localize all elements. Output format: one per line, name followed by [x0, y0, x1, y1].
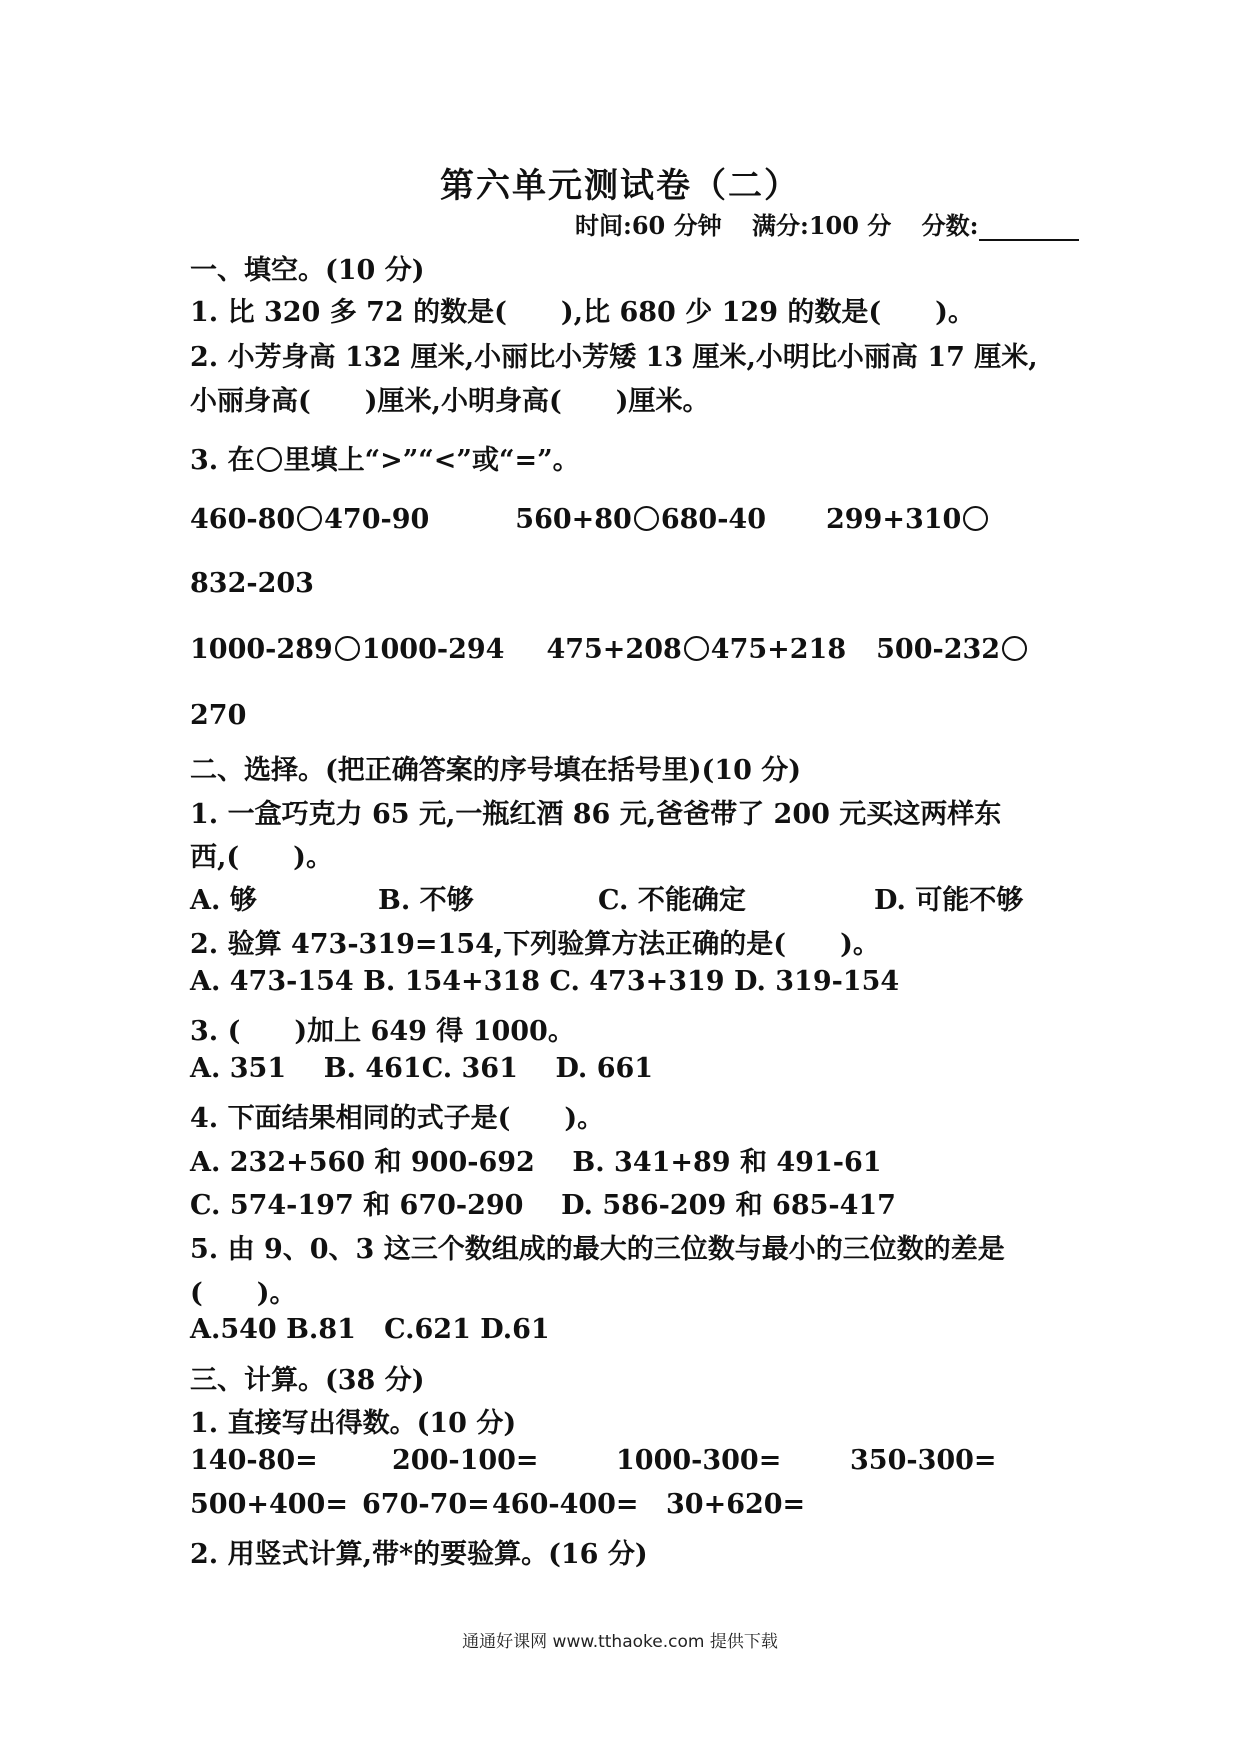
compare-circle-icon: [297, 506, 322, 531]
s2-question-1-line-2: 西,( )。: [190, 842, 333, 873]
s3-question-2: 2. 用竖式计算,带*的要验算。(16 分): [190, 1539, 648, 1570]
compare-expr: 299+310: [825, 504, 962, 535]
compare-expr: 475+208: [546, 634, 682, 665]
score-blank: [979, 219, 1079, 241]
s2-question-2-options: A. 473-154 B. 154+318 C. 473+319 D. 319-154: [190, 966, 900, 997]
compare-expr: 470-90: [324, 504, 430, 535]
blank-circle-icon: [257, 447, 282, 472]
s1-question-1: 1. 比 320 多 72 的数是( ),比 680 少 129 的数是( )。: [190, 297, 975, 328]
s2-question-3-options: A. 351 B. 461C. 361 D. 661: [190, 1053, 654, 1084]
compare-row-2-wrap: 270: [190, 700, 247, 731]
compare-row-1-wrap: 832-203: [190, 568, 314, 599]
page-title: 第六单元测试卷（二）: [440, 166, 800, 206]
section-3-heading: 三、计算。(38 分): [190, 1365, 425, 1396]
option-c: C. 不能确定: [598, 885, 746, 916]
s2-question-1-options: [190, 878, 1023, 917]
full-score: 满分:100 分: [751, 211, 892, 240]
s3-question-1: 1. 直接写出得数。(10 分): [190, 1408, 517, 1439]
time-limit: 时间:60 分钟: [575, 211, 722, 240]
compare-circle-icon: [634, 506, 659, 531]
s2-question-3: 3. ( )加上 649 得 1000。: [190, 1016, 575, 1047]
compare-expr: 460-80: [190, 504, 296, 535]
math-item: 350-300=: [850, 1445, 997, 1476]
compare-expr: 560+80: [515, 504, 632, 535]
s1-question-2-line-1: 2. 小芳身高 132 厘米,小丽比小芳矮 13 厘米,小明比小丽高 17 厘米,: [190, 342, 1038, 373]
compare-expr: 475+218: [710, 634, 847, 665]
compare-circle-icon: [335, 636, 360, 661]
compare-row-1: [190, 504, 990, 535]
compare-expr: 1000-289: [190, 634, 333, 665]
s2-question-4-options-2: C. 574-197 和 670-290 D. 586-209 和 685-417: [190, 1190, 896, 1221]
compare-circle-icon: [1002, 636, 1027, 661]
mental-math-row-1: [190, 1445, 997, 1476]
math-item: 500+400=: [190, 1489, 348, 1520]
math-item: 670-70=: [362, 1489, 490, 1520]
s2-question-2: 2. 验算 473-319=154,下列验算方法正确的是( )。: [190, 929, 880, 960]
option-d: D. 可能不够: [874, 885, 1024, 916]
compare-expr: 500-232: [876, 634, 1001, 665]
math-item: 460-400=: [492, 1489, 639, 1520]
section-2-heading: 二、选择。(把正确答案的序号填在括号里)(10 分): [190, 755, 802, 786]
s2-question-1-line-1: 1. 一盒巧克力 65 元,一瓶红酒 86 元,爸爸带了 200 元买这两样东: [190, 799, 1002, 830]
score-label: 分数:: [921, 211, 979, 240]
compare-expr: 680-40: [660, 504, 766, 535]
math-item: 30+620=: [666, 1489, 806, 1520]
s2-question-5-line-2: ( )。: [190, 1278, 297, 1309]
s2-question-5-options: A.540 B.81 C.621 D.61: [190, 1314, 550, 1345]
s2-question-5-line-1: 5. 由 9、0、3 这三个数组成的最大的三位数与最小的三位数的差是: [190, 1234, 1005, 1265]
s2-question-4-options-1: A. 232+560 和 900-692 B. 341+89 和 491-61: [190, 1147, 882, 1178]
section-1-heading: 一、填空。(10 分): [190, 255, 425, 286]
footer-watermark: 通通好课网 www.tthaoke.com 提供下载: [462, 1632, 778, 1652]
math-item: 1000-300=: [616, 1445, 782, 1476]
math-item: 200-100=: [392, 1445, 539, 1476]
exam-meta: [575, 206, 1079, 241]
compare-expr: 1000-294: [361, 634, 505, 665]
s1-q3-suffix: 里填上“>”“<”或“=”。: [283, 445, 580, 476]
s1-q3-prefix: 3. 在: [190, 445, 255, 476]
compare-circle-icon: [684, 636, 709, 661]
math-item: 140-80=: [190, 1445, 318, 1476]
s1-question-2-line-2: 小丽身高( )厘米,小明身高( )厘米。: [190, 386, 710, 417]
s2-question-4: 4. 下面结果相同的式子是( )。: [190, 1103, 605, 1134]
s1-question-3: [190, 438, 580, 477]
mental-math-row-2: [190, 1489, 805, 1520]
compare-row-2: [190, 634, 1029, 665]
compare-circle-icon: [963, 506, 988, 531]
option-a: A. 够: [190, 885, 257, 916]
option-b: B. 不够: [378, 885, 474, 916]
